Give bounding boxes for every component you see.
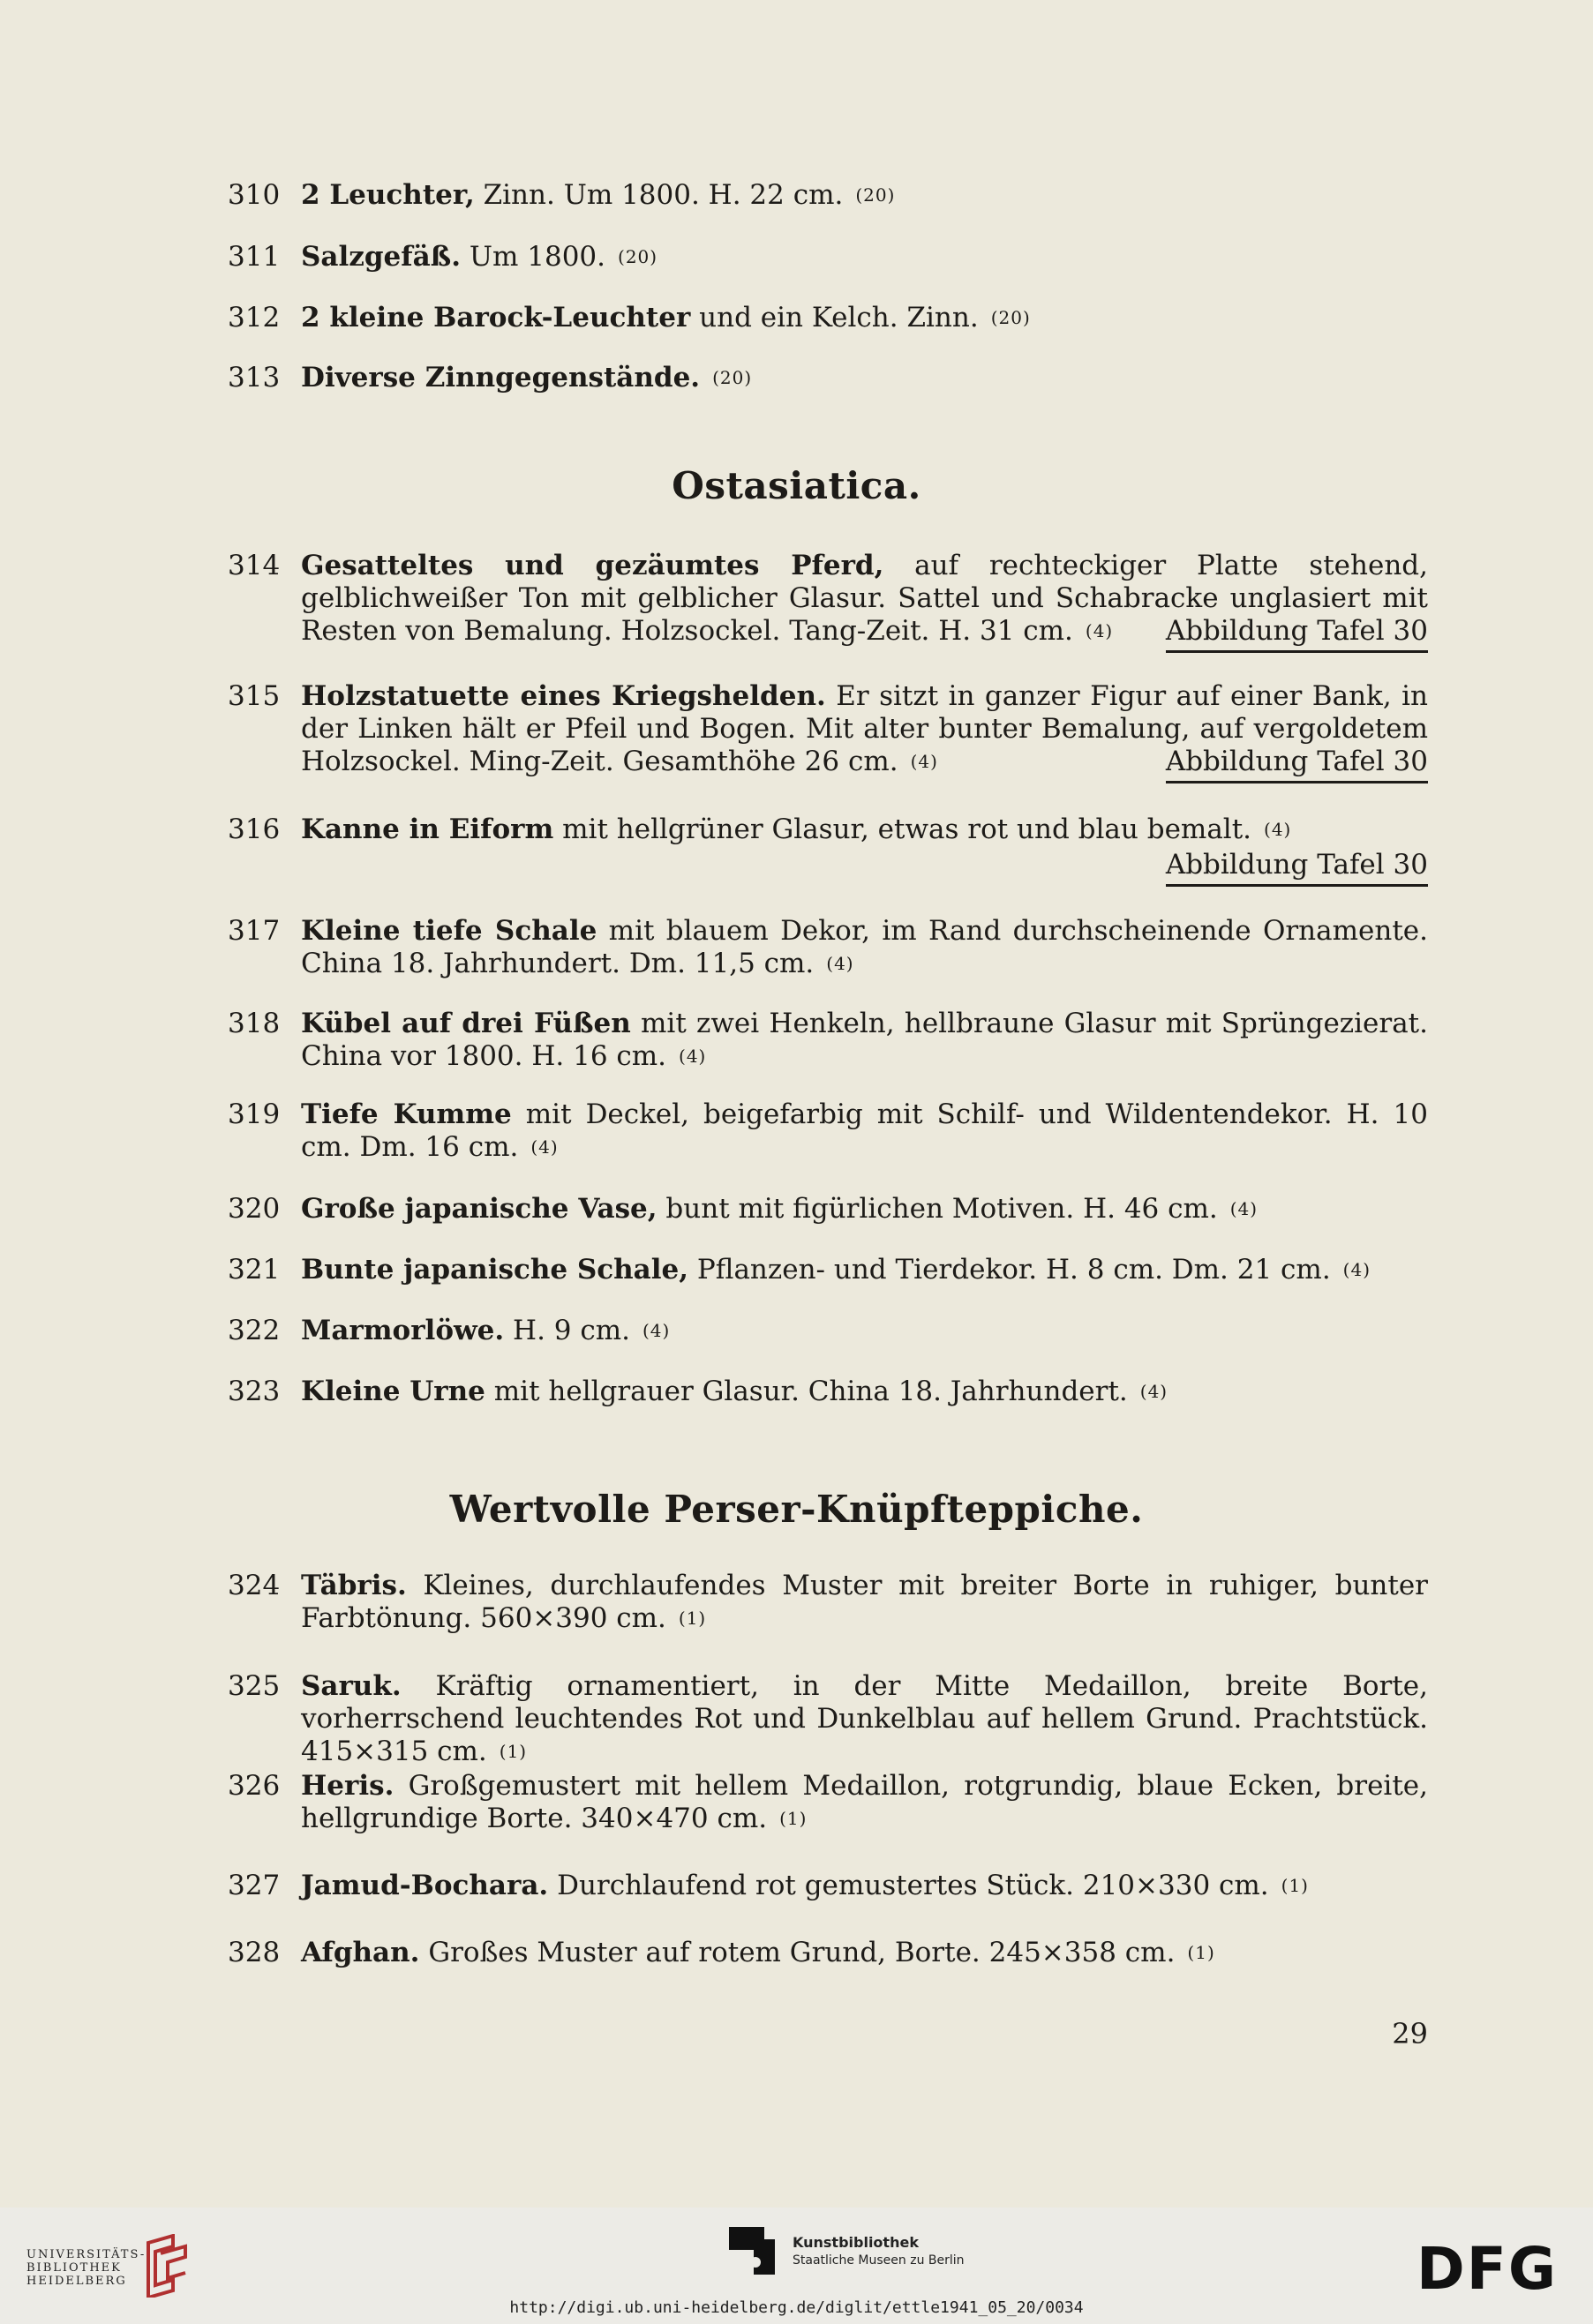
lot-title: Salzgefäß.	[301, 241, 462, 273]
lot-328	[228, 1937, 1428, 1972]
lot-description: Er sitzt in ganzer Figur auf einer Bank, in der Linken hält er Pfeil und Bogen. Mit alter bunter Bemalung, auf vergoldetem Holzsockel. Ming-Zeit. Gesamthöhe 26 cm.	[301, 680, 1428, 777]
lot-text	[301, 241, 1428, 276]
lot-316	[228, 813, 1428, 887]
lot-description: Kräftig ornamentiert, in der Mitte Medaillon, breite Borte, vorherrschend leuchtendes Rot und Dunkelblau auf hellem Grund. Prachtstück. 415×315 cm.	[301, 1670, 1428, 1767]
lot-description: Pflanzen- und Tierdekor. H. 8 cm. Dm. 21 cm.	[688, 1254, 1331, 1286]
ub-line-3: HEIDELBERG	[26, 2275, 127, 2288]
ub-line-2: BIBLIOTHEK	[26, 2261, 122, 2275]
illustration-reference-row	[228, 849, 1428, 887]
kb-subtitle: Staatliche Museen zu Berlin	[793, 2253, 965, 2268]
lot-317	[228, 915, 1428, 983]
lot-number: 313	[228, 362, 281, 394]
kb-title: Kunstbibliothek	[793, 2234, 919, 2251]
lot-number: 325	[228, 1670, 281, 1702]
lot-318	[228, 1008, 1428, 1076]
lot-327	[228, 1870, 1428, 1905]
lot-number: 326	[228, 1770, 281, 1802]
lot-title: 2 Leuchter,	[301, 179, 475, 211]
lot-text	[301, 1670, 1428, 1771]
lot-code: (1)	[779, 1808, 808, 1829]
lot-title: Saruk.	[301, 1670, 402, 1702]
lot-325	[228, 1670, 1428, 1771]
illustration-reference: Abbildung Tafel 30	[1166, 849, 1428, 887]
lot-code: (4)	[679, 1046, 707, 1067]
lot-code: (1)	[1187, 1942, 1215, 1963]
lot-311	[228, 241, 1428, 276]
lot-text	[301, 1570, 1428, 1638]
lot-number: 310	[228, 179, 281, 211]
lot-text	[301, 1193, 1428, 1228]
lot-title: Heris.	[301, 1770, 394, 1802]
lot-323	[228, 1376, 1428, 1411]
lot-code: (20)	[990, 307, 1031, 328]
lot-315	[228, 680, 1428, 781]
lot-number: 318	[228, 1008, 281, 1039]
lot-number: 328	[228, 1937, 281, 1968]
lot-code: (4)	[1229, 1198, 1259, 1219]
lot-title: Diverse Zinngegenstände.	[301, 362, 701, 394]
lot-code: (4)	[1085, 620, 1114, 641]
lot-title: Jamud-Bochara.	[301, 1870, 549, 1901]
kunstbibliothek-wordmark[interactable]	[793, 2234, 965, 2269]
lot-text	[301, 813, 1428, 849]
lot-321	[228, 1254, 1428, 1289]
section-heading-perser: Wertvolle Perser-Knüpfteppiche.	[449, 1488, 1144, 1531]
dfg-logo-text: DFG	[1416, 2241, 1559, 2292]
lot-description: Durchlaufend rot gemustertes Stück. 210×330 cm.	[548, 1870, 1269, 1901]
lot-code: (1)	[678, 1608, 707, 1629]
illustration-reference: Abbildung Tafel 30	[1166, 615, 1428, 653]
lot-description: Kleines, durchlaufendes Muster mit breiter Borte in ruhiger, bunter Farbtönung. 560×390 cm.	[301, 1570, 1428, 1634]
lot-324	[228, 1570, 1428, 1638]
lot-310	[228, 179, 1428, 214]
lot-number: 327	[228, 1870, 281, 1901]
lot-text	[301, 1937, 1428, 1972]
lot-text	[301, 1770, 1428, 1838]
lot-code: (4)	[910, 751, 938, 772]
kunstbibliothek-logo-icon[interactable]	[729, 2227, 782, 2280]
footer-bar	[0, 2208, 1593, 2324]
lot-description: mit zwei Henkeln, hellbraune Glasur mit Sprüngezierat. China vor 1800. H. 16 cm.	[301, 1008, 1428, 1072]
lot-description: mit blauem Dekor, im Rand durchscheinende Ornamente. China 18. Jahrhundert. Dm. 11,5 cm.	[301, 915, 1428, 979]
lot-text	[301, 179, 1428, 214]
illustration-reference: Abbildung Tafel 30	[1166, 746, 1428, 783]
source-url[interactable]: http://digi.ub.uni-heidelberg.de/diglit/ettle1941_05_20/0034	[509, 2298, 1084, 2317]
lot-number: 314	[228, 550, 281, 581]
lot-text	[301, 1008, 1428, 1076]
lot-title: Afghan.	[301, 1937, 420, 1968]
lot-312	[228, 302, 1428, 337]
lot-number: 322	[228, 1315, 281, 1346]
lot-number: 321	[228, 1254, 281, 1286]
lot-title: Kleine Urne	[301, 1376, 485, 1407]
lot-number: 324	[228, 1570, 281, 1601]
lot-319	[228, 1098, 1428, 1166]
ub-line-1: UNIVERSITÄTS-	[26, 2248, 147, 2261]
lot-326	[228, 1770, 1428, 1838]
lot-title: Täbris.	[301, 1570, 407, 1601]
lot-code: (4)	[826, 953, 854, 974]
lot-code: (20)	[618, 246, 658, 267]
lot-313	[228, 362, 1428, 397]
lot-code: (20)	[855, 184, 896, 206]
lot-description: mit hellgrüner Glasur, etwas rot und blau bemalt.	[553, 813, 1252, 845]
lot-description: mit hellgrauer Glasur. China 18. Jahrhundert.	[485, 1376, 1128, 1407]
lot-code: (4)	[530, 1136, 559, 1158]
lot-code: (1)	[499, 1741, 528, 1762]
lot-322	[228, 1315, 1428, 1350]
lot-title: Große japanische Vase,	[301, 1193, 657, 1225]
lot-title: Tiefe Kumme	[301, 1098, 512, 1130]
lot-title: Bunte japanische Schale,	[301, 1254, 689, 1286]
page-number: 29	[1392, 2017, 1428, 2050]
lot-title: 2 kleine Barock-Leuchter	[301, 302, 691, 334]
lot-description: auf rechteckiger Platte stehend, gelblichweißer Ton mit gelblicher Glasur. Sattel und Schabracke unglasiert mit Resten von Bemalung. Holzsockel. Tang-Zeit. H. 31 cm.	[301, 550, 1428, 647]
lot-title: Marmorlöwe.	[301, 1315, 505, 1346]
lot-number: 312	[228, 302, 281, 334]
dfg-logo-icon[interactable]	[1416, 2241, 1572, 2292]
lot-314	[228, 550, 1428, 650]
lot-number: 311	[228, 241, 281, 273]
lot-description: H. 9 cm.	[504, 1315, 630, 1346]
lot-text	[301, 1376, 1428, 1411]
lot-description: und ein Kelch. Zinn.	[690, 302, 979, 334]
lot-code: (20)	[712, 367, 753, 388]
lot-code: (4)	[642, 1320, 671, 1341]
lot-title: Kanne in Eiform	[301, 813, 554, 845]
lot-text	[301, 1315, 1428, 1350]
lot-text	[301, 302, 1428, 337]
lot-text	[301, 1098, 1428, 1166]
lot-number: 323	[228, 1376, 281, 1407]
lot-title: Holzstatuette eines Kriegshelden.	[301, 680, 826, 712]
lot-code: (1)	[1281, 1875, 1309, 1896]
ub-heidelberg-logo-icon[interactable]	[141, 2234, 191, 2298]
lot-description: mit Deckel, beigefarbig mit Schilf- und Wildentendekor. H. 10 cm. Dm. 16 cm.	[301, 1098, 1428, 1163]
lot-text	[301, 1870, 1428, 1905]
lot-title: Gesatteltes und gezäumtes Pferd,	[301, 550, 884, 581]
lot-description: Um 1800.	[461, 241, 606, 273]
lot-number: 316	[228, 813, 281, 845]
section-heading-ostasiatica: Ostasiatica.	[672, 464, 921, 507]
lot-number: 317	[228, 915, 281, 947]
lot-text	[301, 1254, 1428, 1289]
lot-description: Zinn. Um 1800. H. 22 cm.	[474, 179, 844, 211]
lot-number: 315	[228, 680, 281, 712]
lot-title: Kübel auf drei Füßen	[301, 1008, 631, 1039]
lot-title: Kleine tiefe Schale	[301, 915, 597, 947]
lot-text	[301, 362, 1428, 397]
lot-description: bunt mit figürlichen Motiven. H. 46 cm.	[657, 1193, 1218, 1225]
lot-code: (4)	[1342, 1259, 1371, 1280]
lot-code: (4)	[1139, 1381, 1168, 1402]
lot-text	[301, 915, 1428, 983]
lot-code: (4)	[1264, 819, 1292, 840]
ub-heidelberg-wordmark[interactable]	[26, 2248, 146, 2288]
lot-number: 319	[228, 1098, 281, 1130]
lot-number: 320	[228, 1193, 281, 1225]
lot-description: Großgemustert mit hellem Medaillon, rotgrundig, blaue Ecken, breite, hellgrundige Borte. 340×470 cm.	[301, 1770, 1428, 1834]
lot-description: Großes Muster auf rotem Grund, Borte. 245×358 cm.	[419, 1937, 1176, 1968]
lot-320	[228, 1193, 1428, 1228]
